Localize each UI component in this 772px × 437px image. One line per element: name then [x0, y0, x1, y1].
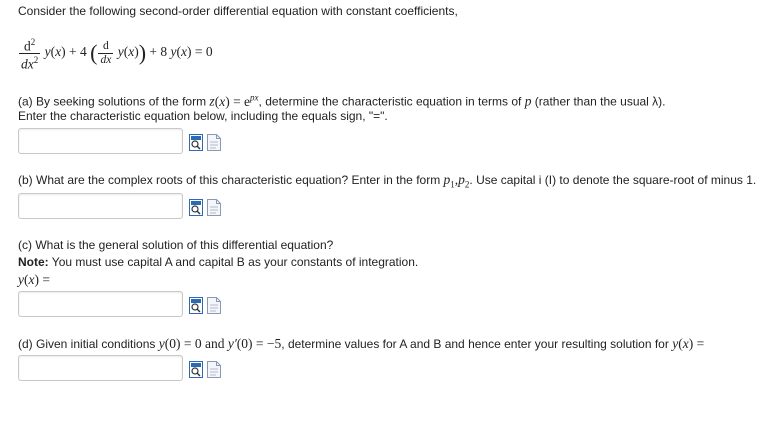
preview-icon[interactable]: [189, 199, 203, 216]
preview-icon[interactable]: [189, 297, 203, 314]
intro-text: Consider the following second-order differential equation with constant coefficients,: [18, 4, 458, 18]
page-icon[interactable]: [207, 134, 221, 151]
preview-icon[interactable]: [189, 361, 203, 378]
answer-tools-a: [189, 134, 221, 152]
answer-tools-b: [189, 199, 221, 217]
part-c-note: Note: You must use capital A and capital B as your constants of integration.: [18, 255, 419, 269]
preview-icon[interactable]: [189, 134, 203, 151]
answer-tools-d: [189, 361, 221, 379]
page-icon[interactable]: [207, 361, 221, 378]
answer-input-a[interactable]: [18, 128, 183, 154]
first-derivative-operator: $\frac{d}{dx}$: [100, 39, 112, 66]
part-c-prompt: (c) What is the general solution of this differential equation?: [18, 238, 334, 252]
answer-tools-c: [189, 297, 221, 315]
page-icon[interactable]: [207, 297, 221, 314]
page-icon[interactable]: [207, 199, 221, 216]
part-c-y-label: y(x) =: [18, 272, 50, 287]
answer-input-d[interactable]: [18, 355, 183, 381]
second-derivative-operator: $\frac{d^2}{dx^2}$: [21, 37, 39, 71]
part-a-instruction: Enter the characteristic equation below, including the equals sign, "=".: [18, 109, 388, 123]
answer-input-c[interactable]: [18, 291, 183, 317]
answer-input-b[interactable]: [18, 193, 183, 219]
part-a-prompt: (a) By seeking solutions of the form $z(x) = e^{px}$, determine the characteristic equation in terms of p (rather than the usual λ).: [18, 92, 666, 109]
part-b-prompt: (b) What are the complex roots of this characteristic equation? Enter in the form $p_1,p_2$. Use capital i (I) to denote the square-root of minus 1.: [18, 172, 757, 190]
differential-equation: $\frac{d^2}{dx^2}$ y(x) + 4 ( $\frac{d}{dx}$ y(x)) + 8 y(x) = 0: [21, 37, 213, 71]
part-d-prompt: (d) Given initial conditions y(0) = 0 and y′(0) = −5, determine values for A and B and hence enter your resulting solution for y(x) =: [18, 336, 705, 351]
